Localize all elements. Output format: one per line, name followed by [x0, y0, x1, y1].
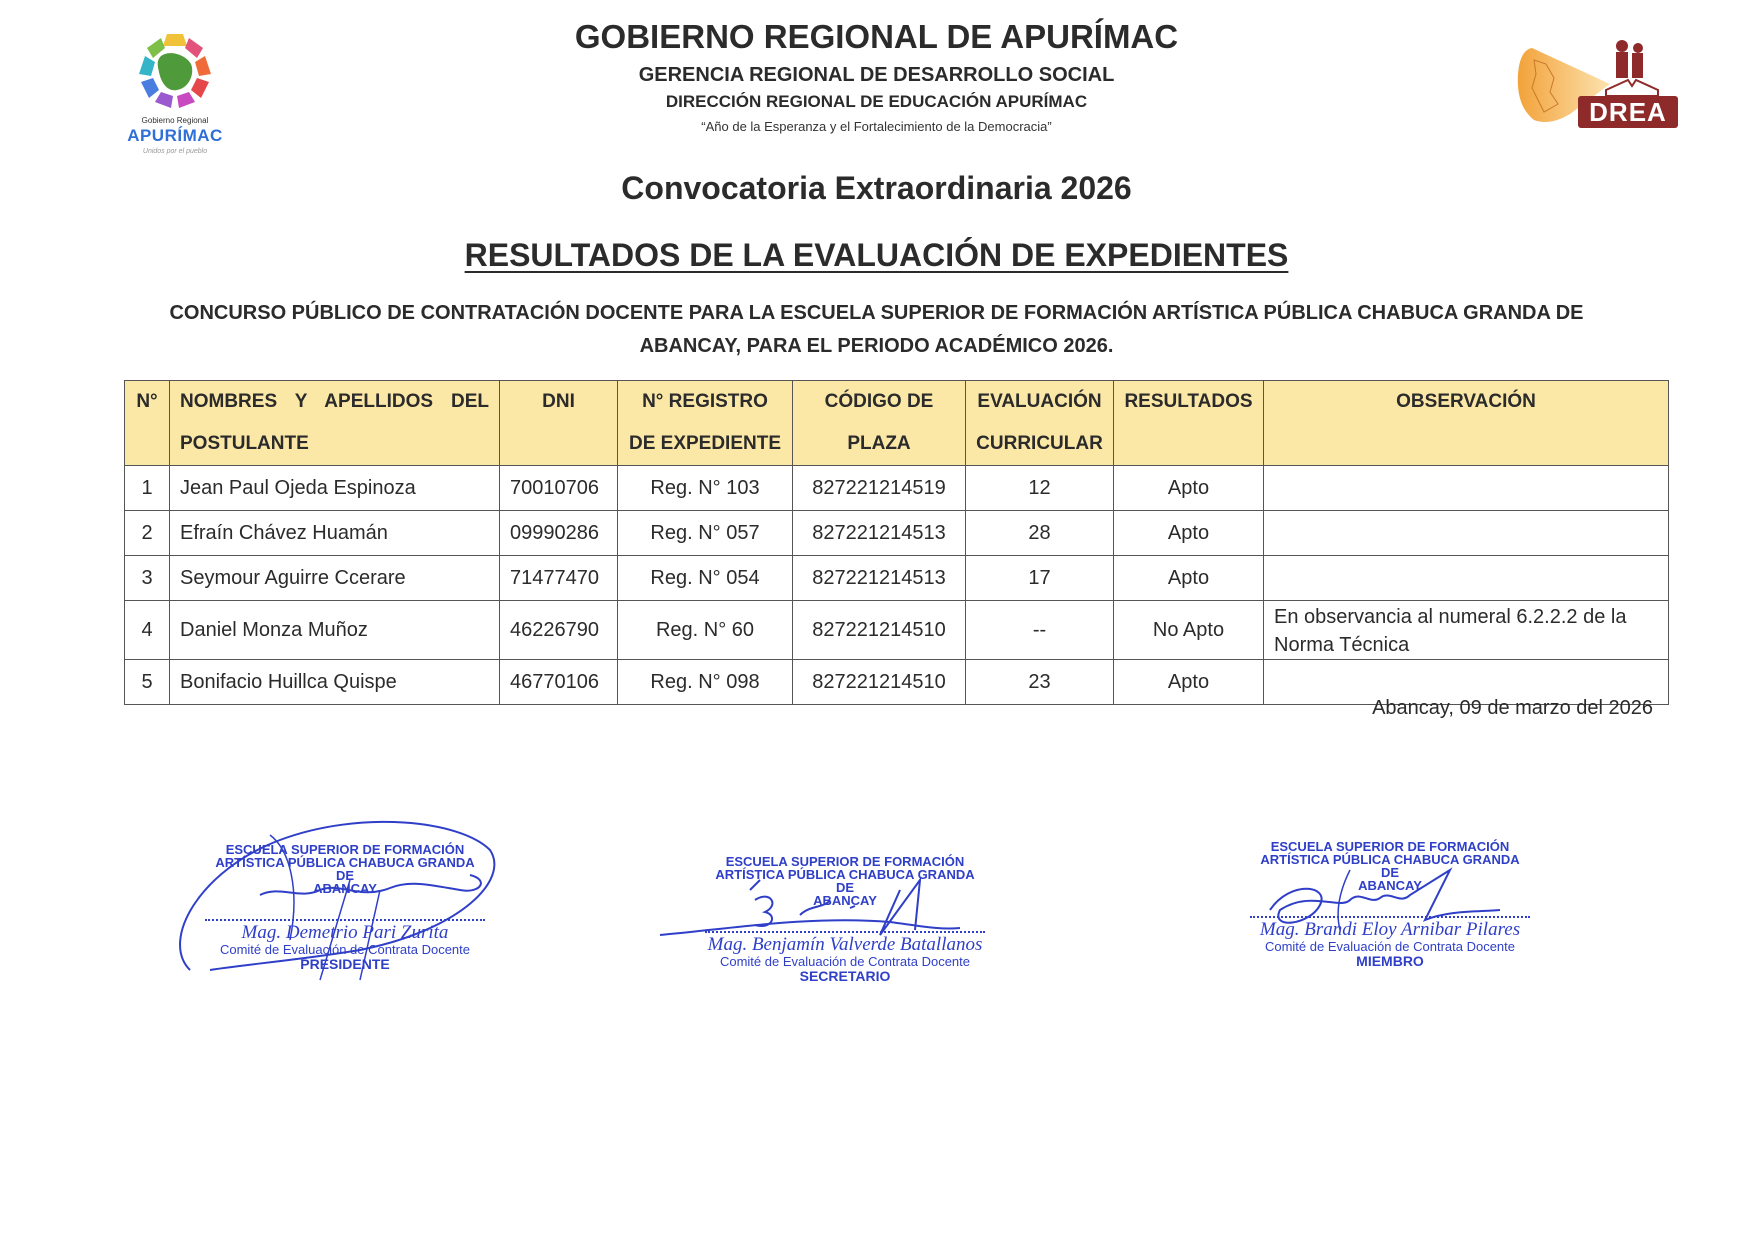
cell-evaluacion: 28: [966, 511, 1114, 556]
cell-codigo-plaza: 827221214513: [793, 556, 966, 601]
results-table: [124, 380, 1669, 705]
signature-name: Mag. Brandi Eloy Arnibar Pilares: [1259, 919, 1521, 940]
cell-num: 5: [125, 660, 170, 705]
cell-resultado: Apto: [1114, 511, 1264, 556]
signature-institution-line2: ARTÍSTICA PÚBLICA CHABUCA GRANDA DE: [1260, 852, 1520, 880]
cell-dni: 71477470: [500, 556, 618, 601]
department-title: GERENCIA REGIONAL DE DESARROLLO SOCIAL: [638, 64, 1115, 86]
cell-name: Efraín Chávez Huamán: [170, 511, 500, 556]
table-row: [125, 601, 1669, 660]
cell-dni: 46770106: [500, 660, 618, 705]
contest-description: CONCURSO PÚBLICO DE CONTRATACIÓN DOCENTE PARA LA ESCUELA SUPERIOR DE FORMACIÓN ARTÍSTICA PÚBLICA CHABUCA GRANDA DE ABANCAY, PARA EL PERIODO ACADÉMICO 2026.: [169, 302, 1584, 357]
signature-institution-line1: ESCUELA SUPERIOR DE FORMACIÓN: [725, 854, 965, 869]
cell-registro: Reg. N° 103: [618, 466, 793, 511]
signature-role: SECRETARIO: [799, 968, 891, 984]
cell-codigo-plaza: 827221214510: [793, 660, 966, 705]
cell-dni: 46226790: [500, 601, 618, 660]
organization-title: GOBIERNO REGIONAL DE APURÍMAC: [574, 18, 1179, 55]
cell-registro: Reg. N° 054: [618, 556, 793, 601]
cell-evaluacion: --: [966, 601, 1114, 660]
signature-line: [705, 931, 985, 933]
drea-label: DREA: [1578, 96, 1678, 128]
signature-role: MIEMBRO: [1356, 953, 1424, 969]
call-title: Convocatoria Extraordinaria 2026: [621, 170, 1132, 206]
signature-miembro: [1250, 840, 1530, 969]
signature-institution-line3: ABANCAY: [313, 881, 377, 896]
signature-line: [205, 919, 485, 921]
signature-committee: Comité de Evaluación de Contrata Docente: [219, 942, 471, 957]
cell-name: Jean Paul Ojeda Espinoza: [170, 466, 500, 511]
place-date: Abancay, 09 de marzo del 2026: [1372, 697, 1653, 719]
year-motto: “Año de la Esperanza y el Fortalecimiento de la Democracia”: [701, 119, 1052, 134]
signature-institution-line1: ESCUELA SUPERIOR DE FORMACIÓN: [225, 842, 465, 857]
header-registro-line1: N° REGISTRO: [642, 391, 768, 412]
header-resultados: RESULTADOS: [1114, 381, 1264, 466]
cell-evaluacion: 23: [966, 660, 1114, 705]
header-dni: DNI: [500, 381, 618, 466]
header-evaluacion: [966, 381, 1114, 466]
cell-registro: Reg. N° 098: [618, 660, 793, 705]
cell-registro: Reg. N° 60: [618, 601, 793, 660]
header-num: N°: [125, 381, 170, 466]
header-name: [170, 381, 500, 466]
header-codigo-line1: CÓDIGO DE: [824, 391, 934, 412]
signature-presidente: [205, 843, 485, 972]
header-evaluacion-line2: CURRICULAR: [976, 433, 1103, 454]
cell-codigo-plaza: 827221214510: [793, 601, 966, 660]
signature-role: PRESIDENTE: [300, 956, 390, 972]
header-evaluacion-line1: EVALUACIÓN: [977, 391, 1102, 412]
header-registro-line2: DE EXPEDIENTE: [628, 433, 782, 454]
cell-registro: Reg. N° 057: [618, 511, 793, 556]
signature-institution-line2: ARTÍSTICA PÚBLICA CHABUCA GRANDA DE: [715, 867, 975, 895]
cell-resultado: Apto: [1114, 466, 1264, 511]
results-title-text: RESULTADOS DE LA EVALUACIÓN DE EXPEDIENTES: [464, 237, 1289, 273]
header-name-line1: NOMBRES Y APELLIDOS DEL: [180, 391, 489, 412]
cell-observacion: [1264, 511, 1669, 556]
cell-num: 4: [125, 601, 170, 660]
cell-codigo-plaza: 827221214519: [793, 466, 966, 511]
signature-committee: Comité de Evaluación de Contrata Docente: [719, 954, 971, 969]
signature-name: Mag. Demetrio Pari Zurita: [241, 922, 449, 943]
cell-codigo-plaza: 827221214513: [793, 511, 966, 556]
signature-institution-line1: ESCUELA SUPERIOR DE FORMACIÓN: [1270, 839, 1510, 854]
cell-evaluacion: 17: [966, 556, 1114, 601]
logo-caption-apurimac: APURÍMAC: [127, 126, 223, 145]
cell-observacion: [1264, 466, 1669, 511]
header-registro: [618, 381, 793, 466]
direction-title: DIRECCIÓN REGIONAL DE EDUCACIÓN APURÍMAC: [665, 92, 1088, 111]
table-row: [125, 556, 1669, 601]
cell-num: 2: [125, 511, 170, 556]
signature-institution-line3: ABANCAY: [813, 893, 877, 908]
cell-name: Daniel Monza Muñoz: [170, 601, 500, 660]
signature-institution-line3: ABANCAY: [1358, 878, 1422, 893]
signature-secretario: [705, 855, 985, 984]
logo-caption-small: Gobierno Regional: [141, 116, 209, 125]
cell-name: Seymour Aguirre Ccerare: [170, 556, 500, 601]
cell-dni: 09990286: [500, 511, 618, 556]
cell-evaluacion: 12: [966, 466, 1114, 511]
cell-resultado: Apto: [1114, 556, 1264, 601]
header-codigo-line2: PLAZA: [847, 433, 911, 454]
signature-name: Mag. Benjamín Valverde Batallanos: [707, 934, 983, 955]
signature-institution-line2: ARTÍSTICA PÚBLICA CHABUCA GRANDA DE: [215, 855, 475, 883]
signature-line: [1250, 916, 1530, 918]
cell-observacion: [1264, 556, 1669, 601]
cell-num: 1: [125, 466, 170, 511]
table-row: [125, 466, 1669, 511]
cell-num: 3: [125, 556, 170, 601]
cell-resultado: No Apto: [1114, 601, 1264, 660]
header-name-line2: POSTULANTE: [180, 433, 309, 454]
results-title: [0, 237, 1753, 274]
table-header-row: [125, 381, 1669, 466]
signature-committee: Comité de Evaluación de Contrata Docente: [1264, 939, 1516, 954]
cell-resultado: Apto: [1114, 660, 1264, 705]
cell-observacion: En observancia al numeral 6.2.2.2 de la Norma Técnica: [1264, 601, 1669, 660]
header-observacion: OBSERVACIÓN: [1264, 381, 1669, 466]
logo-slogan: Unidos por el pueblo: [142, 148, 208, 155]
table-row: [125, 511, 1669, 556]
cell-dni: 70010706: [500, 466, 618, 511]
cell-name: Bonifacio Huillca Quispe: [170, 660, 500, 705]
header-codigo-plaza: [793, 381, 966, 466]
